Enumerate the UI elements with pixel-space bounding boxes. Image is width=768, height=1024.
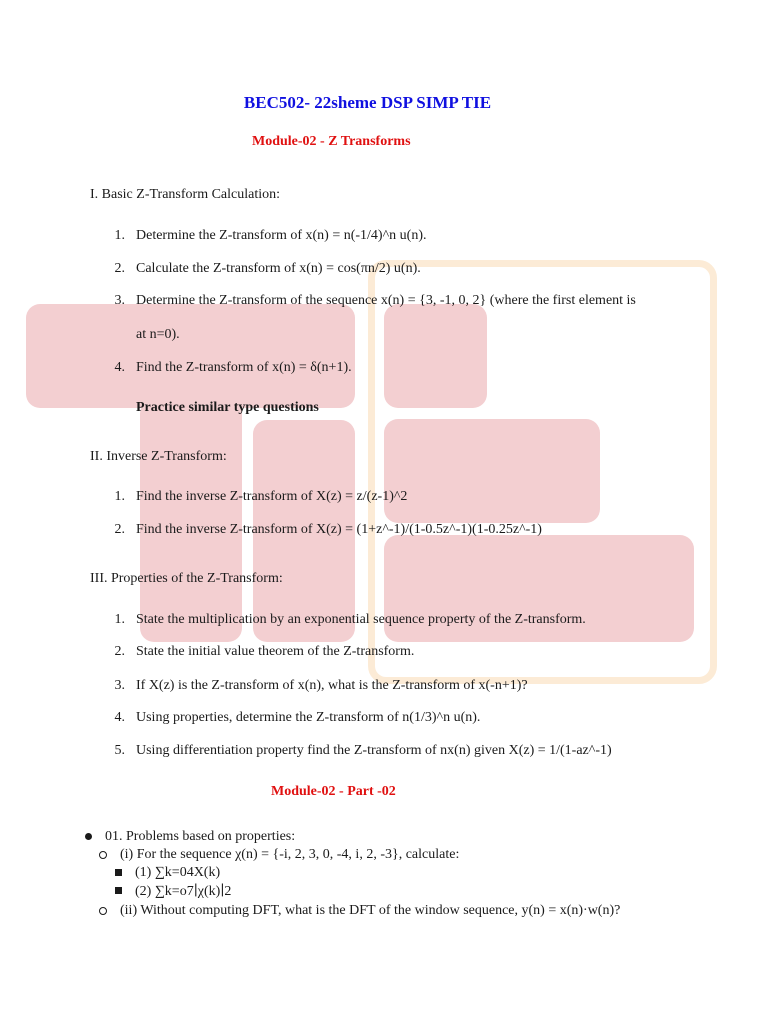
- part2-line: (ii) Without computing DFT, what is the DFT of the window sequence, y(n) = x(n)·w(n)?: [120, 903, 621, 918]
- list-item: Determine the Z-transform of the sequence x(n) = {3, -1, 0, 2} (where the first element is: [136, 293, 636, 308]
- list-item: State the initial value theorem of the Z-transform.: [136, 644, 415, 659]
- watermark-stem-left: [140, 400, 242, 642]
- list-item: Find the Z-transform of x(n) = δ(n+1).: [136, 360, 352, 375]
- list-number: 4.: [114, 710, 125, 725]
- part2-line: (i) For the sequence χ(n) = {-i, 2, 3, 0, -4, i, 2, -3}, calculate:: [120, 847, 460, 862]
- list-item: Find the inverse Z-transform of X(z) = z/(z-1)^2: [136, 489, 408, 504]
- module-heading: Module-02 - Z Transforms: [252, 134, 411, 149]
- list-number: 4.: [114, 360, 125, 375]
- list-number: 2.: [114, 522, 125, 537]
- list-item: Determine the Z-transform of x(n) = n(-1/4)^n u(n).: [136, 228, 427, 243]
- section2-heading: II. Inverse Z-Transform:: [90, 449, 227, 464]
- list-number: 1.: [114, 489, 125, 504]
- part2-line: (1) ∑k=04X(k): [135, 865, 221, 880]
- bullet-dot-icon: [85, 833, 92, 840]
- list-number: 5.: [114, 743, 125, 758]
- list-number: 1.: [114, 612, 125, 627]
- bullet-square-icon: [115, 869, 122, 876]
- bullet-circle-icon: [99, 851, 107, 859]
- section3-heading: III. Properties of the Z-Transform:: [90, 571, 283, 586]
- list-item: If X(z) is the Z-transform of x(n), what is the Z-transform of x(-n+1)?: [136, 678, 528, 693]
- list-number: 3.: [114, 293, 125, 308]
- list-item: Find the inverse Z-transform of X(z) = (1+z^-1)/(1-0.5z^-1)(1-0.25z^-1): [136, 522, 542, 537]
- section1-heading: I. Basic Z-Transform Calculation:: [90, 187, 281, 202]
- list-item: Using differentiation property find the Z-transform of nx(n) given X(z) = 1/(1-az^-1): [136, 743, 612, 758]
- part2-line: (2) ∑k=o7∣χ(k)∣2: [135, 884, 232, 899]
- list-item-continuation: at n=0).: [136, 327, 180, 342]
- part2-heading: Module-02 - Part -02: [271, 784, 396, 799]
- list-number: 1.: [114, 228, 125, 243]
- list-item: State the multiplication by an exponential sequence property of the Z-transform.: [136, 612, 586, 627]
- list-item: Using properties, determine the Z-transform of n(1/3)^n u(n).: [136, 710, 481, 725]
- part2-line: 01. Problems based on properties:: [105, 829, 296, 844]
- list-item: Calculate the Z-transform of x(n) = cos(πn/2) u(n).: [136, 261, 421, 276]
- practice-note: Practice similar type questions: [136, 400, 319, 415]
- watermark-block-left: [26, 304, 355, 408]
- bullet-circle-icon: [99, 907, 107, 915]
- bullet-square-icon: [115, 887, 122, 894]
- list-number: 2.: [114, 644, 125, 659]
- list-number: 3.: [114, 678, 125, 693]
- list-number: 2.: [114, 261, 125, 276]
- document-title: BEC502- 22sheme DSP SIMP TIE: [243, 93, 492, 112]
